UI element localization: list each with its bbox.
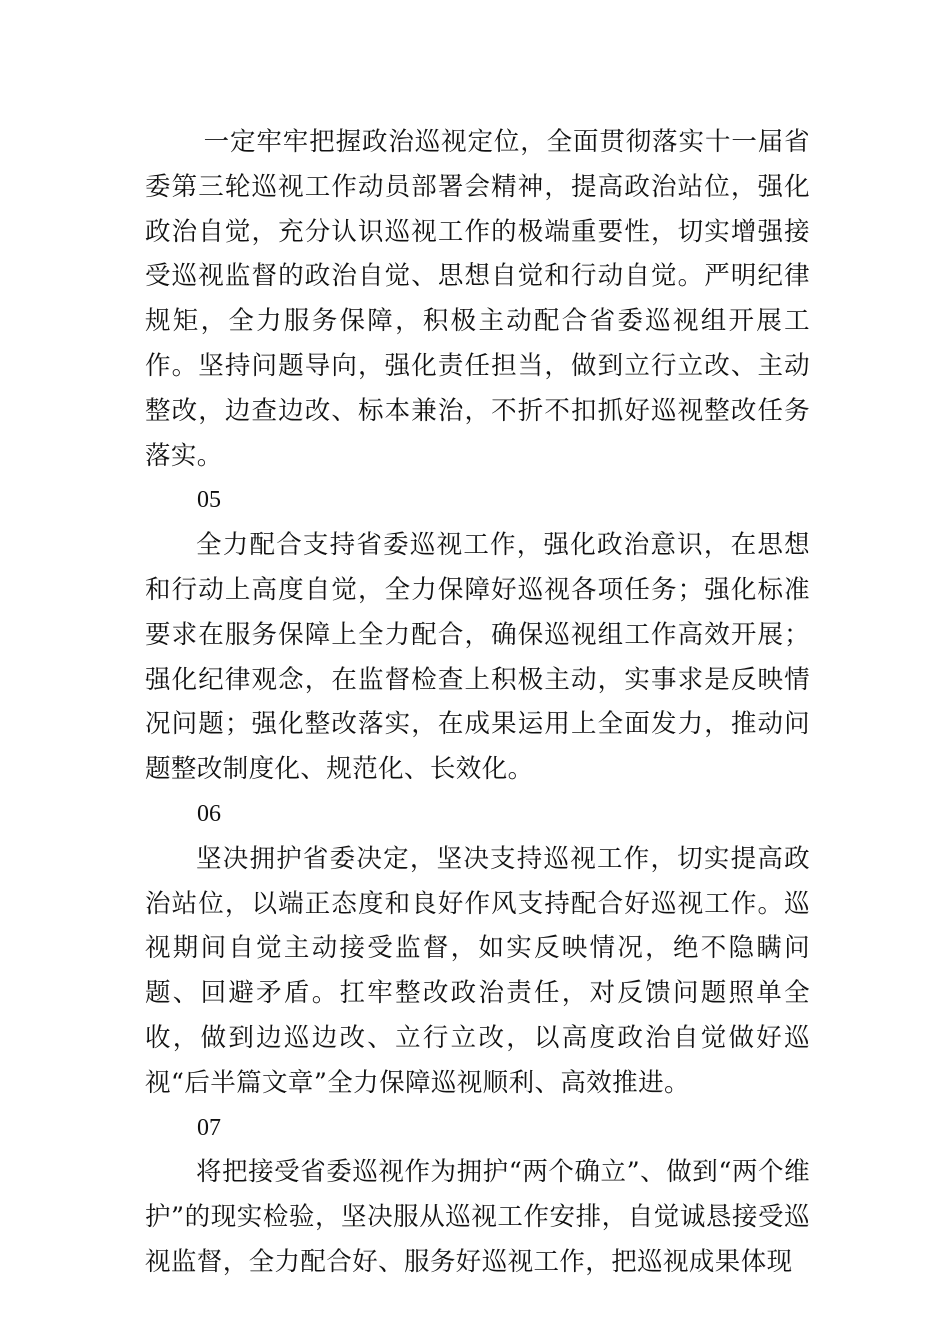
paragraph-07: 将把接受省委巡视作为拥护“两个确立”、做到“两个维护”的现实检验，坚决服从巡视工作安排，自觉诚恳接受巡视监督，全力配合好、服务好巡视工作，把巡视成果体现 (145, 1157, 810, 1277)
section-number-06: 06 (197, 800, 221, 827)
paragraph-06: 坚决拥护省委决定，坚决支持巡视工作，切实提高政治站位，以端正态度和良好作风支持配合好巡视工作。巡视期间自觉主动接受监督，如实反映情况，绝不隐瞒问题、回避矛盾。扛牢整改政治责任，对反馈问题照单全收，做到边巡边改、立行立改，以高度政治自觉做好巡视“后半篇文章”全力保障巡视顺利、高效推进。 (145, 843, 810, 1098)
paragraph-04: 一定牢牢把握政治巡视定位，全面贯彻落实十一届省委第三轮巡视工作动员部署会精神，提高政治站位，强化政治自觉，充分认识巡视工作的极端重要性，切实增强接受巡视监督的政治自觉、思想自觉和行动自觉。严明纪律规矩，全力服务保障，积极主动配合省委巡视组开展工作。坚持问题导向，强化责任担当，做到立行立改、主动整改，边查边改、标本兼治，不折不扣抓好巡视整改任务落实。 (145, 127, 810, 471)
section-number-07: 07 (197, 1114, 221, 1141)
section-number-05: 05 (197, 487, 221, 514)
document-body (145, 120, 810, 1285)
paragraph-05: 全力配合支持省委巡视工作，强化政治意识，在思想和行动上高度自觉，全力保障好巡视各项任务；强化标准要求在服务保障上全力配合，确保巡视组工作高效开展；强化纪律观念，在监督检查上积极主动，实事求是反映情况问题；强化整改落实，在成果运用上全面发力，推动问题整改制度化、规范化、长效化。 (145, 530, 810, 785)
